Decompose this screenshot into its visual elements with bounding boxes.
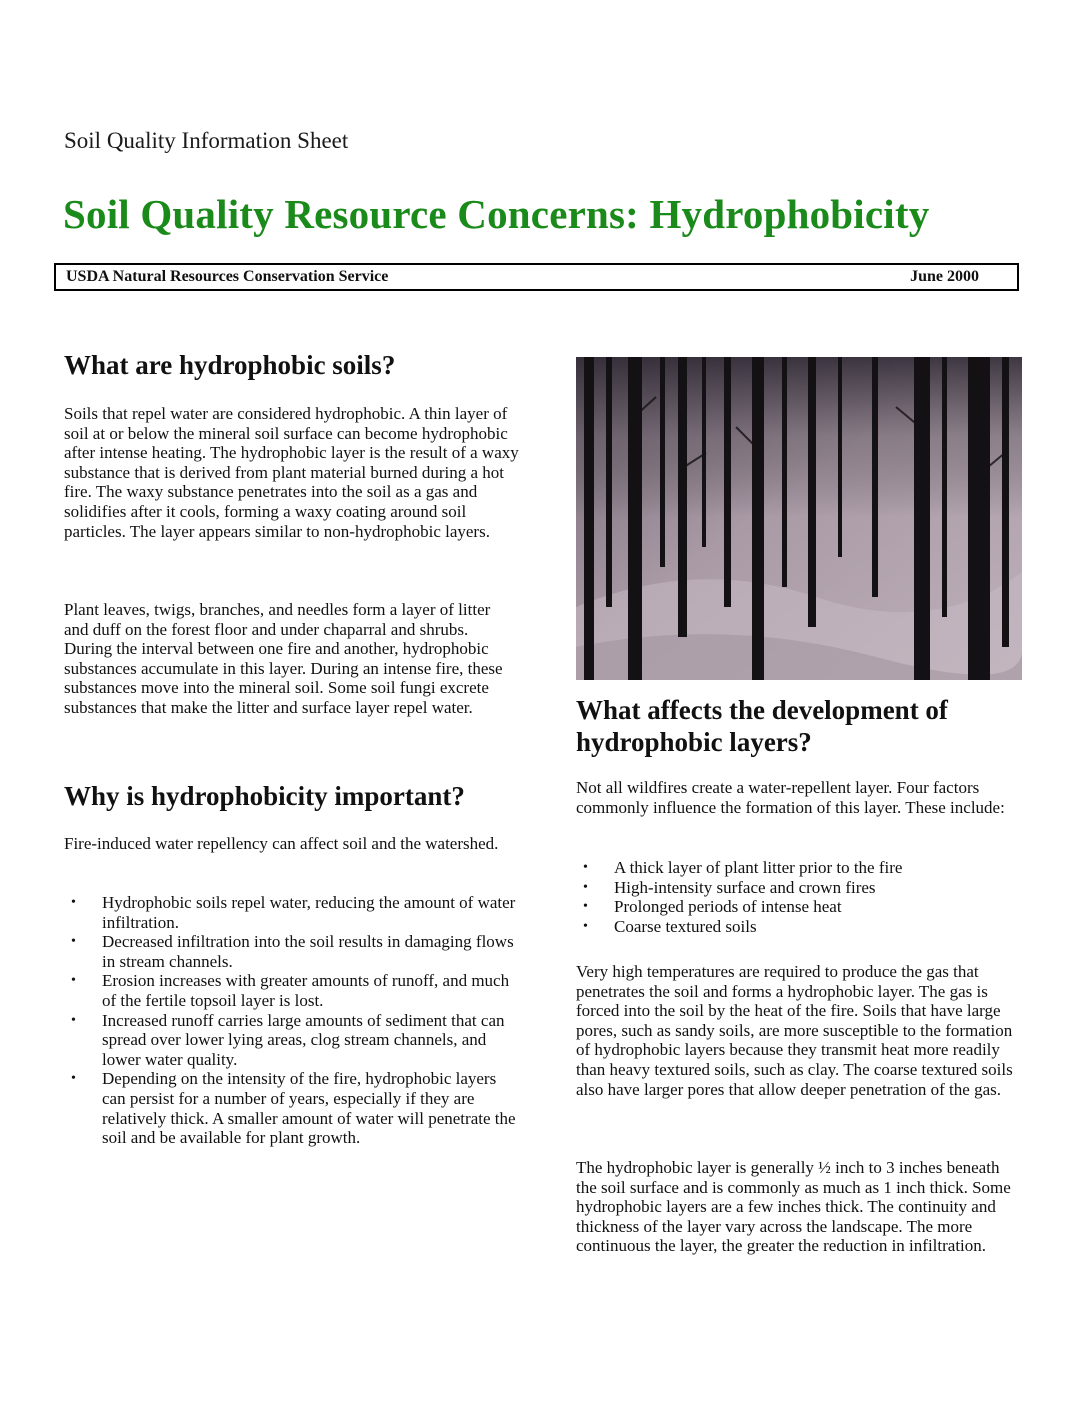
bullet-icon: • [71,934,76,950]
bullet-icon: • [583,918,588,934]
paragraph: Very high temperatures are required to produce the gas that penetrates the soil and forms a hydrophobic layer. The gas is forced into the soil by the heat of the fire. Soils that have large pores, such as sandy soils, are more susceptible to the formation of hydrophobic layers because they transmit heat more readily than heavy textured soils, such as clay. The coarse textured soils also have larger pores that allow deeper penetration of the gas. [576,962,1013,1099]
bullet-icon: • [583,899,588,915]
agency-label: USDA Natural Resources Conservation Service [66,268,389,285]
list-item: • Erosion increases with greater amounts of runoff, and much of the fertile topsoil layer is lost. [71,971,510,1010]
section-what-are-hydrophobic-soils [64,349,519,381]
page-title: Soil Quality Resource Concerns: Hydrophobicity [63,191,930,237]
list-item: • Depending on the intensity of the fire, hydrophobic layers can persist for a number of years, especially if they are relatively thick. A smaller amount of water will penetrate the soil and be available for plant growth. [71,1069,516,1148]
list-item: • Increased runoff carries large amounts of sediment that can spread over lower lying areas, clog stream channels, and lower water quality. [71,1010,505,1069]
paragraph: Soils that repel water are considered hydrophobic. A thin layer of soil at or below the mineral soil surface can become hydrophobic after intense heating. The hydrophobic layer is the result of a waxy substance that is derived from plant material burned during a hot fire. The waxy substance penetrates into the soil as a gas and solidifies after it cools, forming a waxy coating around soil particles. The layer appears similar to non-hydrophobic layers. [64,404,519,541]
section-heading: What affects the development of hydrophobic layers? [576,695,948,758]
bullet-icon: • [583,860,588,875]
sheet-kicker: Soil Quality Information Sheet [64,128,349,153]
list-item: • Coarse textured soils [583,916,757,936]
date-label: June 2000 [910,268,979,285]
bullet-icon: • [71,1071,76,1087]
factors-list [583,858,1024,936]
list-item: • Prolonged periods of intense heat [583,897,842,917]
paragraph: The hydrophobic layer is generally ½ inch to 3 inches beneath the soil surface and is commonly as much as 1 inch thick. Some hydrophobic layers are a few inches thick. The continuity and thickness of the layer vary across the landscape. The more continuous the layer, the greater the reduction in infiltration. [576,1158,1011,1256]
section-heading: What are hydrophobic soils? [64,350,396,380]
paragraph: Plant leaves, twigs, branches, and needles form a layer of litter and duff on the forest floor and under chaparral and shrubs. During the interval between one fire and another, hydrophobic substances accumulate in this layer. During an intense fire, these substances move into the mineral soil. Some soil fungi excrete substances that make the litter and surface layer repel water. [64,600,503,717]
bullet-icon: • [71,973,76,989]
list-item: • A thick layer of plant litter prior to the fire [583,858,903,877]
paragraph: Not all wildfires create a water-repellent layer. Four factors commonly influence the formation of this layer. These include: [576,778,1005,817]
list-item: • Decreased infiltration into the soil results in damaging flows in stream channels. [71,932,514,971]
importance-list [71,893,517,1148]
section-heading: Why is hydrophobicity important? [64,781,465,811]
burned-forest-photo [576,357,1022,680]
bullet-icon: • [71,895,76,910]
section-why-important [64,780,519,812]
list-item: • Hydrophobic soils repel water, reducing the amount of water infiltration. [71,893,516,932]
agency-date-bar [54,263,1019,291]
paragraph: Fire-induced water repellency can affect soil and the watershed. [64,834,499,853]
bullet-icon: • [583,879,588,895]
section-what-affects-development [576,694,1031,759]
list-item: • High-intensity surface and crown fires [583,877,876,897]
bullet-icon: • [71,1012,76,1028]
